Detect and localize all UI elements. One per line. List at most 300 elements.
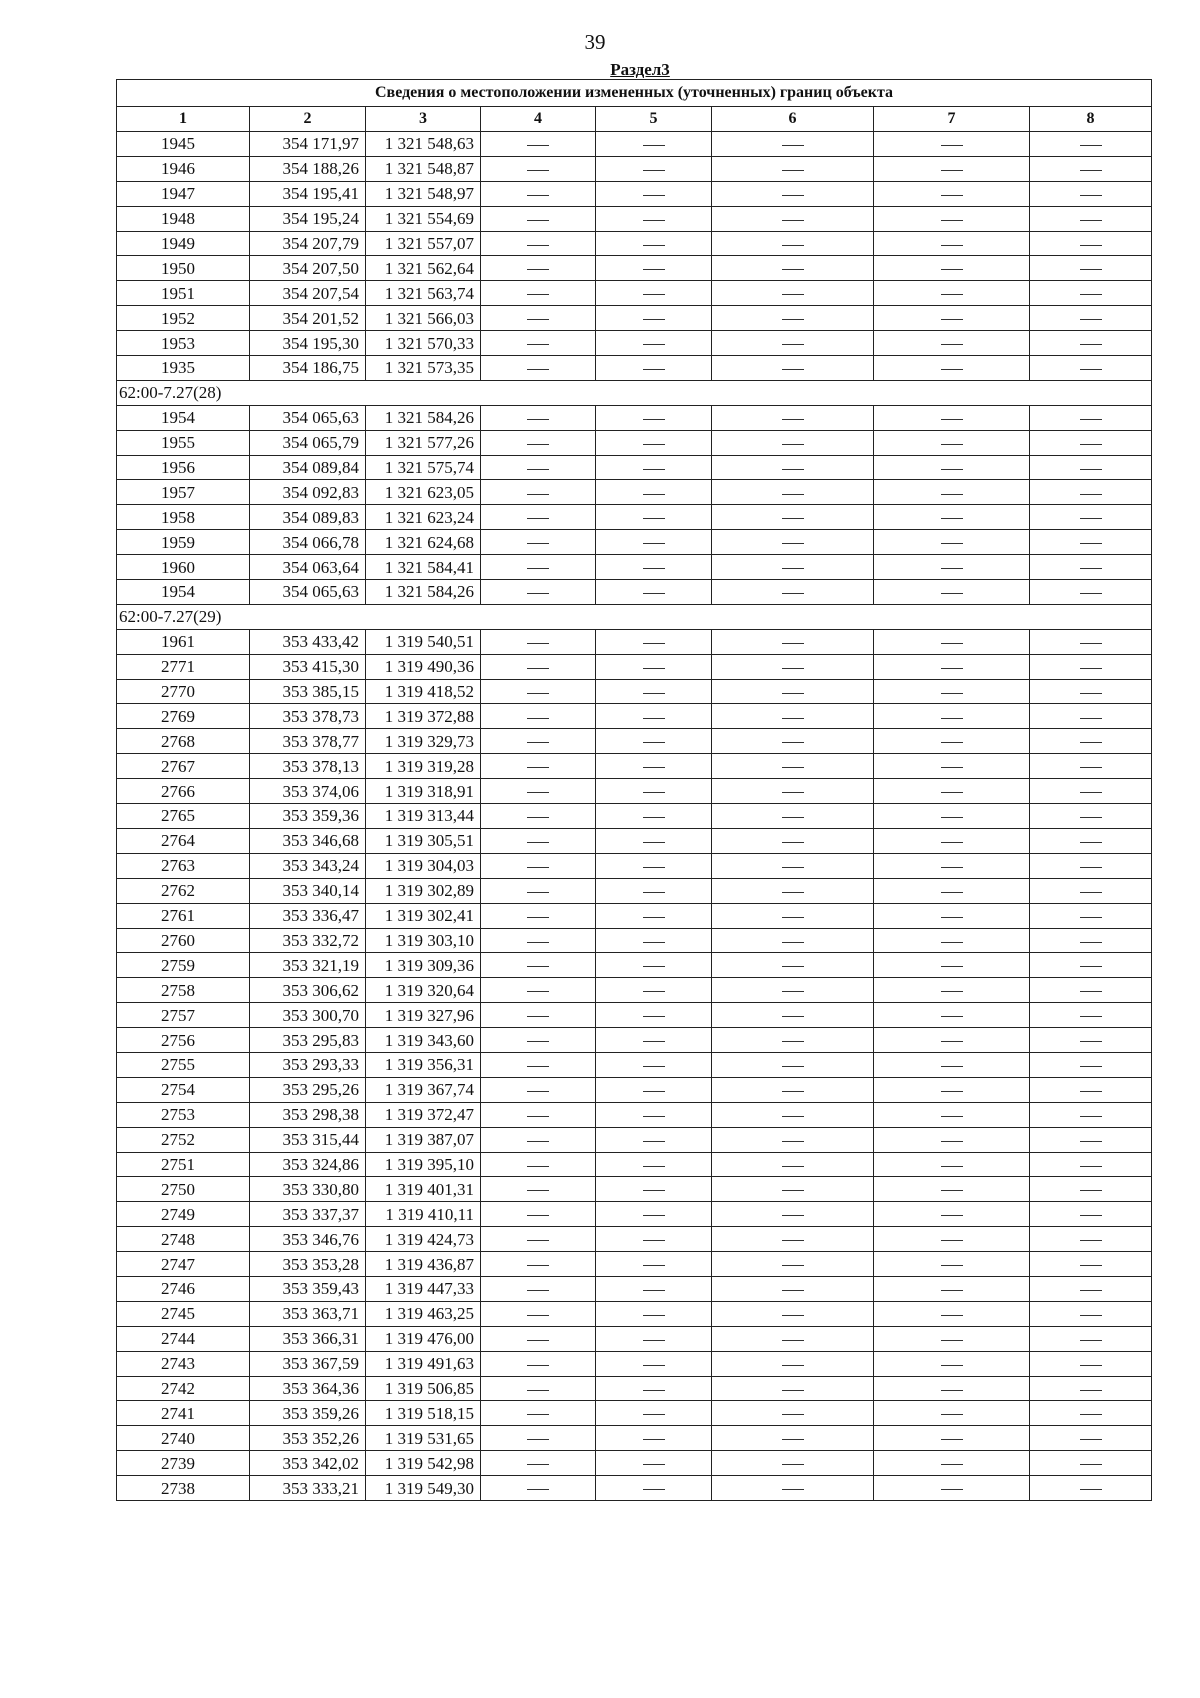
empty-cell xyxy=(481,1476,596,1501)
empty-cell xyxy=(1030,704,1152,729)
empty-dash xyxy=(1080,1116,1102,1117)
empty-dash xyxy=(527,469,549,470)
empty-cell xyxy=(712,1028,874,1053)
empty-dash xyxy=(941,568,963,569)
empty-cell xyxy=(712,455,874,480)
empty-dash xyxy=(643,444,665,445)
x-coordinate-cell: 353 346,68 xyxy=(250,828,366,853)
x-coordinate-cell: 353 366,31 xyxy=(250,1326,366,1351)
empty-dash xyxy=(782,145,804,146)
x-coordinate-cell: 354 201,52 xyxy=(250,306,366,331)
empty-cell xyxy=(712,1052,874,1077)
empty-cell xyxy=(874,455,1030,480)
y-coordinate-cell: 1 319 372,88 xyxy=(366,704,481,729)
empty-cell xyxy=(712,405,874,430)
empty-cell xyxy=(1030,1028,1152,1053)
empty-dash xyxy=(782,668,804,669)
empty-cell xyxy=(712,256,874,281)
empty-dash xyxy=(941,1116,963,1117)
empty-dash xyxy=(527,842,549,843)
empty-dash xyxy=(643,668,665,669)
empty-dash xyxy=(941,1141,963,1142)
empty-cell xyxy=(874,828,1030,853)
empty-dash xyxy=(643,1016,665,1017)
point-number-cell: 2757 xyxy=(117,1003,250,1028)
point-number-cell: 2756 xyxy=(117,1028,250,1053)
table-row xyxy=(117,181,1152,206)
empty-cell xyxy=(596,928,712,953)
empty-cell xyxy=(596,1301,712,1326)
empty-cell xyxy=(596,779,712,804)
empty-cell xyxy=(874,853,1030,878)
y-coordinate-cell: 1 319 327,96 xyxy=(366,1003,481,1028)
empty-dash xyxy=(782,1315,804,1316)
empty-cell xyxy=(596,181,712,206)
empty-dash xyxy=(782,1190,804,1191)
x-coordinate-cell: 353 359,26 xyxy=(250,1401,366,1426)
table-row xyxy=(117,853,1152,878)
empty-cell xyxy=(481,505,596,530)
point-number-cell: 2755 xyxy=(117,1052,250,1077)
point-number-cell: 2764 xyxy=(117,828,250,853)
empty-cell xyxy=(712,1152,874,1177)
empty-cell xyxy=(596,455,712,480)
x-coordinate-cell: 354 092,83 xyxy=(250,480,366,505)
y-coordinate-cell: 1 321 562,64 xyxy=(366,256,481,281)
y-coordinate-cell: 1 319 343,60 xyxy=(366,1028,481,1053)
empty-dash xyxy=(527,494,549,495)
empty-dash xyxy=(941,892,963,893)
empty-dash xyxy=(643,494,665,495)
point-number-cell: 2765 xyxy=(117,804,250,829)
empty-dash xyxy=(527,1439,549,1440)
empty-cell xyxy=(596,430,712,455)
point-number-cell: 1948 xyxy=(117,206,250,231)
empty-dash xyxy=(941,1041,963,1042)
empty-cell xyxy=(712,928,874,953)
y-coordinate-cell: 1 321 570,33 xyxy=(366,331,481,356)
empty-dash xyxy=(1080,842,1102,843)
empty-dash xyxy=(782,1265,804,1266)
empty-cell xyxy=(1030,405,1152,430)
empty-dash xyxy=(527,1116,549,1117)
empty-cell xyxy=(712,828,874,853)
x-coordinate-cell: 353 367,59 xyxy=(250,1351,366,1376)
table-row xyxy=(117,779,1152,804)
table-row xyxy=(117,953,1152,978)
empty-dash xyxy=(782,1489,804,1490)
empty-cell xyxy=(1030,953,1152,978)
empty-cell xyxy=(481,430,596,455)
empty-dash xyxy=(782,1340,804,1341)
empty-cell xyxy=(712,181,874,206)
y-coordinate-cell: 1 321 577,26 xyxy=(366,430,481,455)
empty-cell xyxy=(1030,1376,1152,1401)
empty-cell xyxy=(596,1127,712,1152)
empty-cell xyxy=(874,978,1030,1003)
x-coordinate-cell: 353 315,44 xyxy=(250,1127,366,1152)
empty-dash xyxy=(643,817,665,818)
empty-dash xyxy=(527,593,549,594)
empty-dash xyxy=(1080,294,1102,295)
y-coordinate-cell: 1 321 548,97 xyxy=(366,181,481,206)
empty-dash xyxy=(941,966,963,967)
empty-cell xyxy=(481,1052,596,1077)
empty-dash xyxy=(1080,991,1102,992)
empty-dash xyxy=(782,220,804,221)
x-coordinate-cell: 354 207,54 xyxy=(250,281,366,306)
empty-dash xyxy=(643,1141,665,1142)
empty-dash xyxy=(643,1265,665,1266)
empty-dash xyxy=(782,1240,804,1241)
empty-dash xyxy=(527,1066,549,1067)
empty-cell xyxy=(874,804,1030,829)
x-coordinate-cell: 353 359,36 xyxy=(250,804,366,829)
empty-dash xyxy=(941,767,963,768)
y-coordinate-cell: 1 319 304,03 xyxy=(366,853,481,878)
empty-dash xyxy=(782,1414,804,1415)
empty-dash xyxy=(782,1390,804,1391)
table-row xyxy=(117,1028,1152,1053)
empty-cell xyxy=(874,306,1030,331)
point-number-cell: 1946 xyxy=(117,156,250,181)
empty-dash xyxy=(782,1016,804,1017)
x-coordinate-cell: 353 415,30 xyxy=(250,654,366,679)
empty-cell xyxy=(712,530,874,555)
y-coordinate-cell: 1 321 566,03 xyxy=(366,306,481,331)
table-row xyxy=(117,903,1152,928)
point-number-cell: 1955 xyxy=(117,430,250,455)
empty-cell xyxy=(712,1351,874,1376)
empty-cell xyxy=(1030,779,1152,804)
empty-dash xyxy=(527,1240,549,1241)
y-coordinate-cell: 1 319 356,31 xyxy=(366,1052,481,1077)
empty-cell xyxy=(481,1451,596,1476)
empty-cell xyxy=(596,729,712,754)
empty-cell xyxy=(1030,480,1152,505)
empty-cell xyxy=(712,654,874,679)
table-row xyxy=(117,256,1152,281)
empty-dash xyxy=(782,319,804,320)
table-row xyxy=(117,1102,1152,1127)
y-coordinate-cell: 1 319 424,73 xyxy=(366,1227,481,1252)
y-coordinate-cell: 1 319 506,85 xyxy=(366,1376,481,1401)
empty-cell xyxy=(481,455,596,480)
empty-dash xyxy=(643,742,665,743)
empty-dash xyxy=(782,344,804,345)
empty-cell xyxy=(712,953,874,978)
y-coordinate-cell: 1 319 367,74 xyxy=(366,1077,481,1102)
empty-cell xyxy=(874,679,1030,704)
group-label: 62:00-7.27(29) xyxy=(117,604,1152,629)
empty-cell xyxy=(481,356,596,381)
table-row xyxy=(117,1351,1152,1376)
empty-dash xyxy=(941,718,963,719)
y-coordinate-cell: 1 319 463,25 xyxy=(366,1301,481,1326)
empty-dash xyxy=(782,1166,804,1167)
empty-dash xyxy=(941,668,963,669)
empty-cell xyxy=(1030,256,1152,281)
empty-dash xyxy=(782,1041,804,1042)
table-row xyxy=(117,1326,1152,1351)
empty-cell xyxy=(596,754,712,779)
empty-cell xyxy=(481,828,596,853)
table-row xyxy=(117,206,1152,231)
x-coordinate-cell: 353 352,26 xyxy=(250,1426,366,1451)
table-row xyxy=(117,1003,1152,1028)
empty-cell xyxy=(596,654,712,679)
table-row xyxy=(117,1301,1152,1326)
empty-dash xyxy=(941,344,963,345)
empty-dash xyxy=(1080,1414,1102,1415)
empty-cell xyxy=(712,1127,874,1152)
point-number-cell: 2762 xyxy=(117,878,250,903)
x-coordinate-cell: 353 342,02 xyxy=(250,1451,366,1476)
empty-dash xyxy=(643,942,665,943)
empty-cell xyxy=(481,132,596,157)
empty-dash xyxy=(643,220,665,221)
empty-cell xyxy=(596,828,712,853)
empty-dash xyxy=(643,543,665,544)
empty-dash xyxy=(527,170,549,171)
y-coordinate-cell: 1 321 575,74 xyxy=(366,455,481,480)
empty-cell xyxy=(874,1052,1030,1077)
empty-cell xyxy=(596,580,712,605)
empty-dash xyxy=(1080,245,1102,246)
x-coordinate-cell: 353 293,33 xyxy=(250,1052,366,1077)
table-row xyxy=(117,1276,1152,1301)
table-row xyxy=(117,156,1152,181)
table-row xyxy=(117,530,1152,555)
empty-cell xyxy=(481,1326,596,1351)
empty-dash xyxy=(941,693,963,694)
x-coordinate-cell: 353 378,13 xyxy=(250,754,366,779)
table-row xyxy=(117,430,1152,455)
table-row xyxy=(117,555,1152,580)
empty-dash xyxy=(1080,419,1102,420)
point-number-cell: 2741 xyxy=(117,1401,250,1426)
boundary-coordinates-table xyxy=(116,79,1152,1501)
empty-dash xyxy=(527,195,549,196)
empty-dash xyxy=(941,1190,963,1191)
empty-cell xyxy=(596,1326,712,1351)
point-number-cell: 2769 xyxy=(117,704,250,729)
empty-cell xyxy=(1030,1127,1152,1152)
empty-cell xyxy=(596,1426,712,1451)
table-row xyxy=(117,505,1152,530)
y-coordinate-cell: 1 319 447,33 xyxy=(366,1276,481,1301)
empty-cell xyxy=(596,505,712,530)
section-title: Раздел3 xyxy=(610,60,670,79)
empty-cell xyxy=(712,1177,874,1202)
empty-dash xyxy=(527,543,549,544)
empty-cell xyxy=(596,1227,712,1252)
empty-cell xyxy=(874,928,1030,953)
empty-dash xyxy=(1080,718,1102,719)
point-number-cell: 2760 xyxy=(117,928,250,953)
empty-cell xyxy=(712,306,874,331)
table-row xyxy=(117,629,1152,654)
empty-dash xyxy=(782,195,804,196)
y-coordinate-cell: 1 319 318,91 xyxy=(366,779,481,804)
empty-cell xyxy=(596,978,712,1003)
empty-cell xyxy=(596,555,712,580)
empty-dash xyxy=(1080,1340,1102,1341)
empty-cell xyxy=(1030,1202,1152,1227)
y-coordinate-cell: 1 319 410,11 xyxy=(366,1202,481,1227)
empty-cell xyxy=(712,1476,874,1501)
empty-cell xyxy=(1030,654,1152,679)
empty-dash xyxy=(941,1091,963,1092)
empty-dash xyxy=(527,693,549,694)
empty-dash xyxy=(941,444,963,445)
empty-dash xyxy=(643,1290,665,1291)
empty-dash xyxy=(941,1489,963,1490)
empty-cell xyxy=(1030,1252,1152,1277)
empty-cell xyxy=(481,405,596,430)
empty-cell xyxy=(596,231,712,256)
empty-cell xyxy=(874,281,1030,306)
point-number-cell: 2753 xyxy=(117,1102,250,1127)
empty-cell xyxy=(874,405,1030,430)
y-coordinate-cell: 1 321 623,05 xyxy=(366,480,481,505)
x-coordinate-cell: 353 330,80 xyxy=(250,1177,366,1202)
empty-cell xyxy=(596,1102,712,1127)
empty-dash xyxy=(1080,1215,1102,1216)
empty-dash xyxy=(941,1290,963,1291)
empty-cell xyxy=(712,1003,874,1028)
empty-dash xyxy=(941,1340,963,1341)
empty-cell xyxy=(1030,1301,1152,1326)
empty-dash xyxy=(527,220,549,221)
point-number-cell: 2749 xyxy=(117,1202,250,1227)
empty-cell xyxy=(481,555,596,580)
empty-dash xyxy=(1080,568,1102,569)
empty-cell xyxy=(874,1077,1030,1102)
point-number-cell: 1961 xyxy=(117,629,250,654)
empty-dash xyxy=(1080,966,1102,967)
empty-cell xyxy=(481,1301,596,1326)
empty-cell xyxy=(481,1202,596,1227)
x-coordinate-cell: 353 337,37 xyxy=(250,1202,366,1227)
group-header-row xyxy=(117,380,1152,405)
empty-cell xyxy=(712,1326,874,1351)
empty-dash xyxy=(1080,693,1102,694)
empty-cell xyxy=(1030,1426,1152,1451)
empty-cell xyxy=(874,1252,1030,1277)
empty-cell xyxy=(596,704,712,729)
empty-dash xyxy=(527,892,549,893)
empty-dash xyxy=(643,792,665,793)
x-coordinate-cell: 353 378,73 xyxy=(250,704,366,729)
empty-cell xyxy=(481,1028,596,1053)
table-row xyxy=(117,480,1152,505)
table-row xyxy=(117,928,1152,953)
empty-dash xyxy=(643,1116,665,1117)
table-row xyxy=(117,804,1152,829)
empty-cell xyxy=(874,1451,1030,1476)
empty-dash xyxy=(527,269,549,270)
empty-dash xyxy=(1080,145,1102,146)
empty-dash xyxy=(782,269,804,270)
empty-cell xyxy=(596,132,712,157)
empty-cell xyxy=(596,480,712,505)
empty-dash xyxy=(782,718,804,719)
point-number-cell: 1949 xyxy=(117,231,250,256)
point-number-cell: 1950 xyxy=(117,256,250,281)
empty-dash xyxy=(527,966,549,967)
empty-cell xyxy=(481,928,596,953)
empty-cell xyxy=(1030,729,1152,754)
y-coordinate-cell: 1 319 302,41 xyxy=(366,903,481,928)
empty-dash xyxy=(643,145,665,146)
empty-dash xyxy=(782,494,804,495)
empty-cell xyxy=(1030,206,1152,231)
empty-cell xyxy=(712,1376,874,1401)
y-coordinate-cell: 1 319 387,07 xyxy=(366,1127,481,1152)
y-coordinate-cell: 1 319 319,28 xyxy=(366,754,481,779)
empty-cell xyxy=(874,1476,1030,1501)
y-coordinate-cell: 1 319 549,30 xyxy=(366,1476,481,1501)
empty-dash xyxy=(941,494,963,495)
empty-dash xyxy=(1080,220,1102,221)
empty-cell xyxy=(481,1252,596,1277)
x-coordinate-cell: 353 378,77 xyxy=(250,729,366,754)
y-coordinate-cell: 1 319 320,64 xyxy=(366,978,481,1003)
empty-cell xyxy=(596,1077,712,1102)
column-number-row xyxy=(117,107,1152,132)
x-coordinate-cell: 354 207,79 xyxy=(250,231,366,256)
empty-dash xyxy=(782,966,804,967)
empty-cell xyxy=(596,903,712,928)
empty-cell xyxy=(1030,828,1152,853)
empty-cell xyxy=(481,1127,596,1152)
point-number-cell: 2747 xyxy=(117,1252,250,1277)
empty-dash xyxy=(527,1091,549,1092)
x-coordinate-cell: 354 188,26 xyxy=(250,156,366,181)
empty-dash xyxy=(527,1190,549,1191)
empty-cell xyxy=(481,1401,596,1426)
empty-cell xyxy=(712,704,874,729)
point-number-cell: 2745 xyxy=(117,1301,250,1326)
x-coordinate-cell: 354 065,79 xyxy=(250,430,366,455)
empty-dash xyxy=(643,767,665,768)
empty-dash xyxy=(782,991,804,992)
empty-cell xyxy=(596,405,712,430)
empty-cell xyxy=(712,1077,874,1102)
point-number-cell: 1956 xyxy=(117,455,250,480)
x-coordinate-cell: 354 089,83 xyxy=(250,505,366,530)
point-number-cell: 2750 xyxy=(117,1177,250,1202)
x-coordinate-cell: 353 332,72 xyxy=(250,928,366,953)
empty-dash xyxy=(643,1340,665,1341)
empty-dash xyxy=(643,966,665,967)
empty-cell xyxy=(874,1152,1030,1177)
empty-dash xyxy=(782,643,804,644)
empty-cell xyxy=(596,156,712,181)
empty-cell xyxy=(1030,679,1152,704)
empty-cell xyxy=(596,1376,712,1401)
empty-dash xyxy=(643,269,665,270)
empty-dash xyxy=(643,693,665,694)
empty-cell xyxy=(1030,1351,1152,1376)
empty-cell xyxy=(874,1227,1030,1252)
empty-dash xyxy=(643,1041,665,1042)
empty-dash xyxy=(1080,494,1102,495)
empty-dash xyxy=(643,170,665,171)
empty-cell xyxy=(596,1276,712,1301)
empty-cell xyxy=(596,878,712,903)
